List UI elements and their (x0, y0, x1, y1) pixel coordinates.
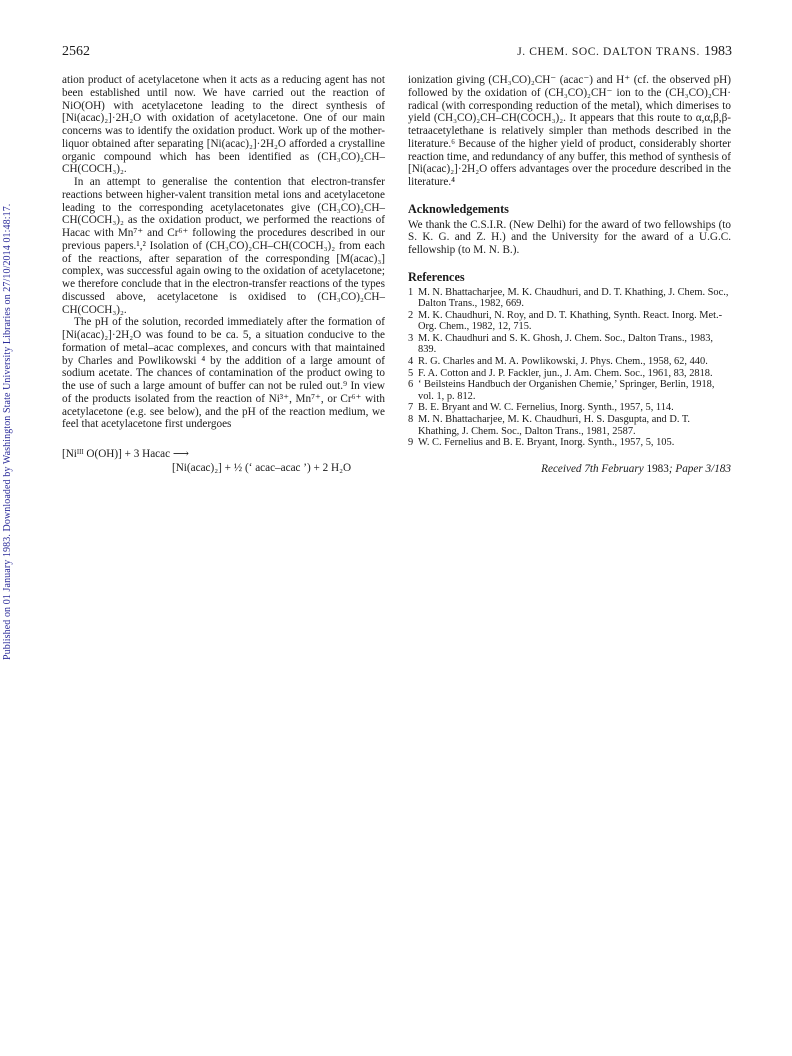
body-paragraph: ionization giving (CH₃CO)₂CH⁻ (acac⁻) and H⁺ (cf. the observed pH) followed by the oxidation of (CH₃CO)₂CH⁻ ion to the (CH₃CO)₂CH· radical (with corresponding reduction of the metal), which dimerises to yield (CH₃CO)₂CH–CH(COCH₃)₂. It appears that this route to α,α,β,β-tetraacetylethane is relatively simpler than methods described in the literature.⁶ Because of the higher yield of product, considerably shorter reaction time, and redundancy of any buffer, this method of synthesis of [Ni(acac)₂]·2H₂O offers advantages over the procedure described in the literature.⁴ (408, 74, 731, 188)
reference-text: M. N. Bhattacharjee, M. K. Chaudhuri, H. S. Dasgupta, and D. T. Khathing, J. Chem. Soc., Dalton Trans., 1981, 2587. (418, 414, 691, 437)
paper-number: ; Paper 3/183 (668, 462, 731, 475)
reference-number: 2 (408, 309, 414, 321)
reference-item (408, 333, 731, 356)
reference-text: R. G. Charles and M. A. Powlikowski, J. Phys. Chem., 1958, 62, 440. (418, 356, 708, 368)
body-paragraph: In an attempt to generalise the contention that electron-transfer reactions between higher-valent transition metal ions and acetylacetone leading to the corresponding acetylacetonates give (CH₃CO)₂CH–CH(COCH₃)₂ as the oxidation product, we performed the reactions of Hacac with Mn⁷⁺ and Cr⁶⁺ following the procedures described in our previous papers.¹,² Isolation of (CH₃CO)₂CH–CH(COCH₃)₂ from each of the reactions, after separation of the corresponding [M(acac)₃] complex, was successful again owing to the oxidation of acetylacetone; we therefore conclude that in the electron-transfer reactions of the types discussed above, acetylacetone is oxidised to (CH₃CO)₂CH–CH(COCH₃)₂. (62, 176, 385, 316)
reference-item (408, 414, 731, 437)
right-column (408, 74, 731, 476)
reference-item (408, 368, 731, 380)
reference-item (408, 402, 731, 414)
reference-item (408, 356, 731, 368)
body-paragraph: The pH of the solution, recorded immediately after the formation of [Ni(acac)₂]·2H₂O was found to be ca. 5, a situation conducive to the formation of metal–acac complexes, and concurs with that maintained by Charles and Powlikowski ⁴ by the addition of a large amount of sodium acetate. The chances of contamination of the product owing to the use of such a large amount of buffer can not be ruled out.⁹ In view of the products isolated from the reaction of Ni³⁺, Mn⁷⁺, or Cr⁶⁺ with acetylacetone (e.g. see below), and the pH of the reaction medium, we feel that acetylacetone first undergoes (62, 316, 385, 431)
reference-item (408, 379, 731, 402)
reference-item (408, 287, 731, 310)
left-column (62, 74, 385, 475)
download-watermark (2, 140, 16, 660)
reference-list (408, 287, 731, 449)
download-watermark-text: Published on 01 January 1983. Downloaded by Washington State University Libraries on 27/10/2014 01:48:17. (2, 203, 13, 660)
reference-text: W. C. Fernelius and B. E. Bryant, Inorg. Synth., 1957, 5, 105. (418, 437, 675, 449)
acknowledgements-heading: Acknowledgements (408, 201, 509, 216)
page-number: 2562 (62, 44, 90, 59)
reference-text: F. A. Cotton and J. P. Fackler, jun., J. Am. Chem. Soc., 1961, 83, 2818. (418, 367, 713, 379)
body-paragraph: ation product of acetylacetone when it acts as a reducing agent has not been established until now. We have carried out the reaction of NiO(OH) with acetylacetone leading to the direct synthesis of [Ni(acac)₂]·2H₂O with oxidation of acetylacetone. One of our main concerns was to identify the oxidation product. Work up of the mother-liquor obtained after separating [Ni(acac)₂]·2H₂O afforded a crystalline organic compound which has been identified as (CH₃CO)₂CH–CH(COCH₃)₂. (62, 74, 385, 176)
references-heading: References (408, 269, 465, 284)
reference-number: 6 (408, 379, 414, 391)
journal-title: J. CHEM. SOC. DALTON TRANS. (517, 46, 700, 58)
reference-text: ‘ Beilsteins Handbuch der Organishen Chemie,’ Springer, Berlin, 1918, vol. 1, p. 812. (418, 379, 715, 402)
reference-number: 1 (408, 286, 414, 298)
journal-year: 1983 (704, 44, 732, 59)
received-line (408, 463, 731, 476)
reference-text: B. E. Bryant and W. C. Fernelius, Inorg. Synth., 1957, 5, 114. (418, 402, 674, 414)
journal-running-head (517, 44, 732, 60)
reference-number: 9 (408, 437, 414, 449)
reference-number: 3 (408, 332, 414, 344)
reference-text: M. N. Bhattacharjee, M. K. Chaudhuri, and D. T. Khathing, J. Chem. Soc., Dalton Trans., 1982, 669. (418, 286, 729, 310)
reaction-equation (62, 447, 385, 475)
reference-number: 7 (408, 402, 414, 414)
equation-line: [Niᴵᴵᴵ O(OH)] + 3 Hacac ⟶ (62, 448, 189, 460)
reference-number: 8 (408, 414, 414, 426)
reference-text: M. K. Chaudhuri, N. Roy, and D. T. Khathing, Synth. React. Inorg. Met.-Org. Chem., 1982, 12, 715. (418, 309, 723, 333)
reference-number: 5 (408, 367, 414, 379)
received-year: 1983 (646, 462, 669, 475)
reference-number: 4 (408, 356, 414, 368)
equation-line: [Ni(acac)₂] + ½ (‘ acac–acac ’) + 2 H₂O (172, 462, 352, 474)
acknowledgements-text: We thank the C.S.I.R. (New Delhi) for the award of two fellowships (to S. K. G. and Z. H.) and the University for the award of a U.G.C. fellowship (to M. N. B.). (408, 218, 731, 256)
reference-item (408, 437, 731, 449)
reference-text: M. K. Chaudhuri and S. K. Ghosh, J. Chem. Soc., Dalton Trans., 1983, 839. (418, 332, 713, 356)
reference-item (408, 310, 731, 333)
received-label: Received 7th February (541, 462, 644, 475)
